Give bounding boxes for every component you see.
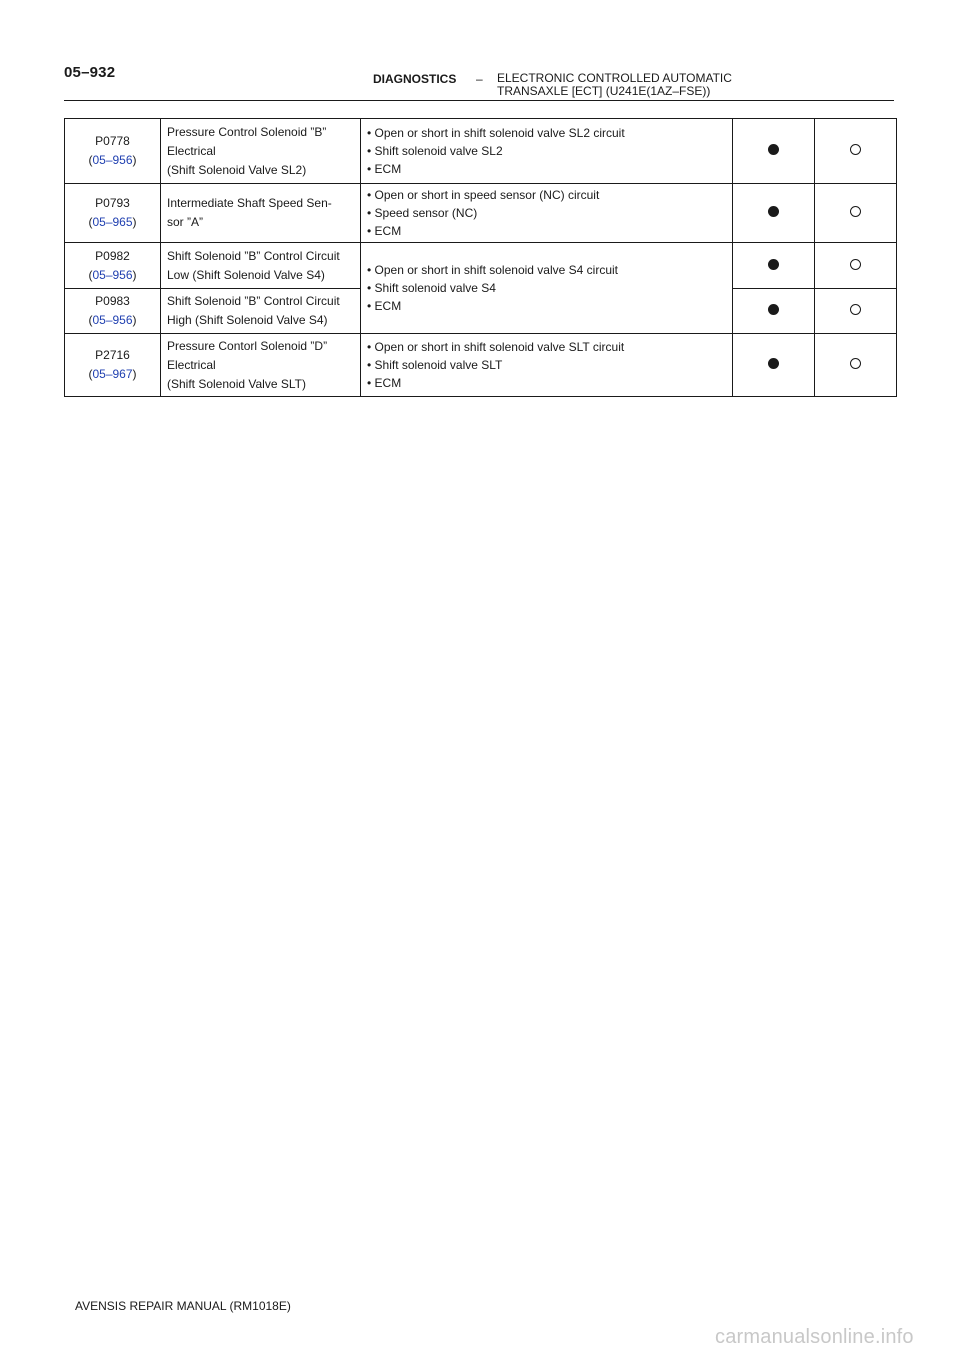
detection-item-cell [161,289,361,334]
detection-item-line: sor ”A” [167,215,203,229]
trouble-area-line: • Open or short in shift solenoid valve S4 circuit [367,263,618,277]
detection-item-line: (Shift Solenoid Valve SL2) [167,162,307,177]
header-title [497,72,732,98]
header-title-line2: TRANSAXLE [ECT] (U241E(1AZ–FSE)) [497,84,711,98]
memory-cell [815,184,897,243]
detection-item-cell [161,119,361,184]
trouble-area-line: • Open or short in shift solenoid valve SL2 circuit [367,126,625,140]
page-ref-link[interactable]: 05–965 [92,215,133,229]
mil-cell [733,184,815,243]
dtc-code: P0982 [95,248,130,263]
detection-item-line: Shift Solenoid ”B” Control Circuit [167,294,340,308]
filled-circle-icon [768,259,779,270]
trouble-area-line: • Shift solenoid valve SL2 [367,144,503,158]
detection-item-line: (Shift Solenoid Valve SLT) [167,376,306,391]
mil-cell [733,334,815,397]
memory-cell [815,119,897,184]
open-circle-icon [850,304,861,315]
page-number: 05–932 [64,64,116,81]
filled-circle-icon [768,358,779,369]
dtc-code-cell [65,289,161,334]
filled-circle-icon [768,144,779,155]
table-row [65,184,897,243]
trouble-area-line: • Open or short in shift solenoid valve SLT circuit [367,340,625,354]
header-dash: – [476,72,483,86]
header-title-line1: ELECTRONIC CONTROLLED AUTOMATIC [497,71,732,85]
footer-manual-id: AVENSIS REPAIR MANUAL (RM1018E) [75,1299,291,1313]
mil-cell [733,119,815,184]
page-reference: (05–956) [88,267,137,282]
dtc-code: P0778 [95,134,130,148]
detection-item-line: Pressure Control Solenoid ”B” [167,124,327,139]
trouble-area-cell [361,184,733,243]
detection-item-line: Intermediate Shaft Speed Sen- [167,196,332,210]
dtc-code-cell [65,119,161,184]
detection-item-line: High (Shift Solenoid Valve S4) [167,313,328,327]
open-circle-icon [850,259,861,270]
page-reference: (05–956) [88,313,137,327]
mil-cell [733,243,815,289]
dtc-code: P0793 [95,196,130,210]
open-circle-icon [850,358,861,369]
detection-item-line: Electrical [167,357,216,372]
dtc-code-cell [65,184,161,243]
table-row [65,119,897,184]
dtc-code-cell [65,243,161,289]
trouble-area-line: • Shift solenoid valve S4 [367,281,496,295]
trouble-area-line: • ECM [367,162,402,176]
filled-circle-icon [768,304,779,315]
dtc-code: P2716 [95,348,130,362]
dtc-table [64,118,897,397]
trouble-area-line: • Open or short in speed sensor (NC) circuit [367,188,600,202]
watermark: carmanualsonline.info [715,1326,914,1348]
page-ref-link[interactable]: 05–956 [92,153,133,167]
trouble-area-line: • Speed sensor (NC) [367,206,478,220]
page-ref-link[interactable]: 05–967 [92,367,133,381]
detection-item-line: Pressure Contorl Solenoid ”D” [167,338,328,353]
detection-item-cell [161,243,361,289]
trouble-area-line: • ECM [367,224,402,238]
dtc-code-cell [65,334,161,397]
header-rule [64,100,894,101]
filled-circle-icon [768,206,779,217]
trouble-area-line: • ECM [367,299,402,313]
memory-cell [815,243,897,289]
trouble-area-cell [361,119,733,184]
open-circle-icon [850,144,861,155]
memory-cell [815,289,897,334]
page-reference: (05–965) [88,215,137,229]
trouble-area-cell [361,243,733,334]
dtc-code: P0983 [95,294,130,308]
mil-cell [733,289,815,334]
table-row [65,243,897,289]
open-circle-icon [850,206,861,217]
detection-item-cell [161,184,361,243]
detection-item-cell [161,334,361,397]
page-ref-link[interactable]: 05–956 [92,313,133,327]
table-row [65,334,897,397]
detection-item-line: Shift Solenoid ”B” Control Circuit [167,248,340,263]
page-reference: (05–956) [88,153,137,167]
trouble-area-cell [361,334,733,397]
memory-cell [815,334,897,397]
page-reference: (05–967) [88,367,137,381]
detection-item-line: Low (Shift Solenoid Valve S4) [167,267,325,282]
trouble-area-line: • Shift solenoid valve SLT [367,358,503,372]
detection-item-line: Electrical [167,143,216,158]
trouble-area-line: • ECM [367,376,402,390]
header-section: DIAGNOSTICS [373,72,457,86]
page-ref-link[interactable]: 05–956 [92,267,133,282]
